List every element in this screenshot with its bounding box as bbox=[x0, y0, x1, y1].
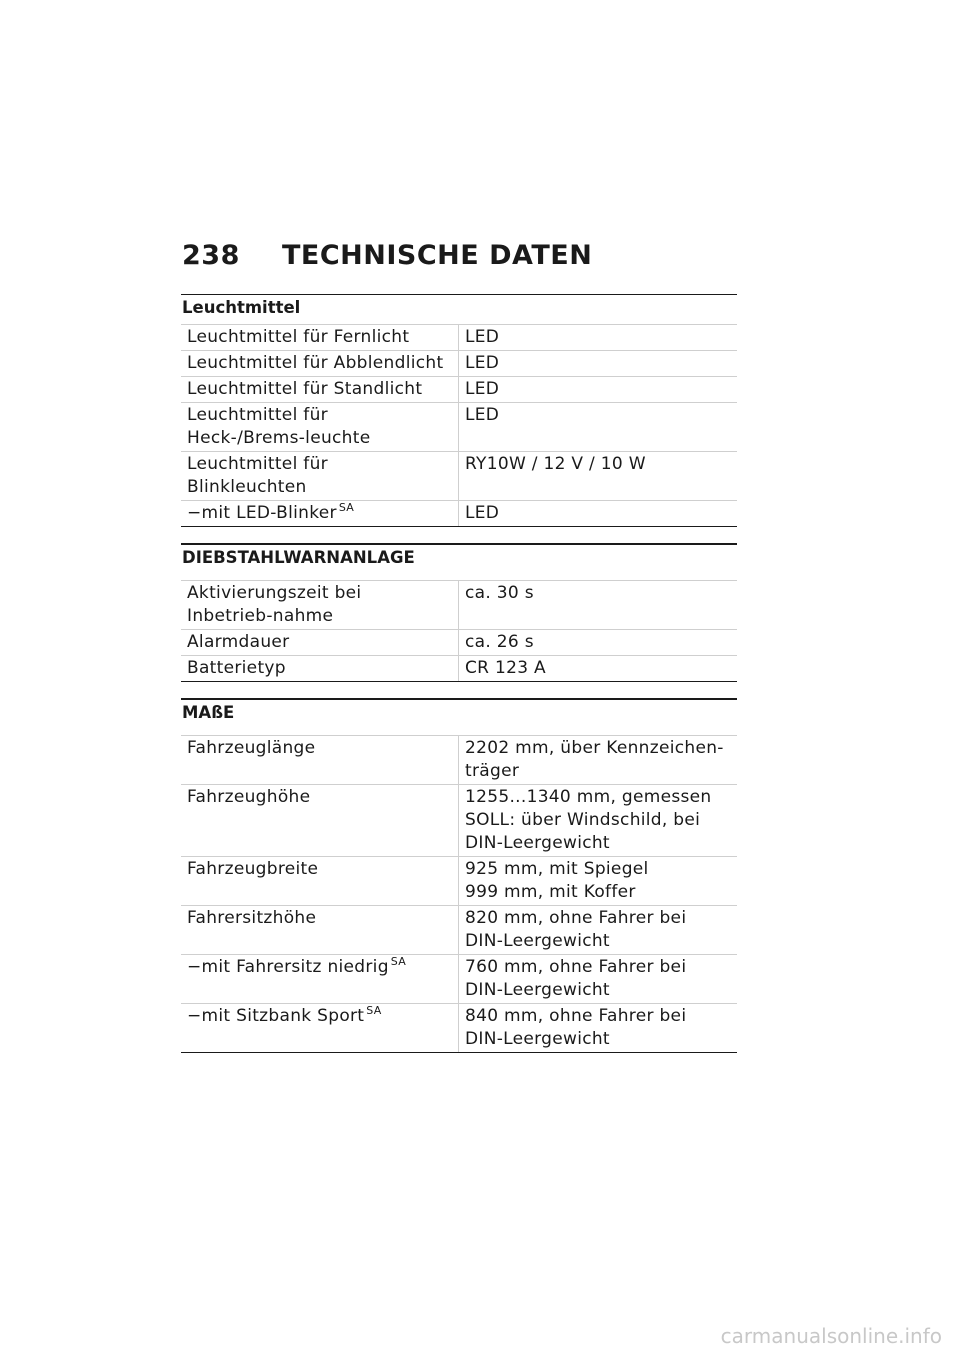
row-value: 840 mm, ohne Fahrer bei DIN-Leergewicht bbox=[465, 1006, 687, 1049]
row-value: LED bbox=[465, 503, 500, 523]
table-row bbox=[181, 656, 737, 682]
watermark-text: carmanualsonline.info bbox=[720, 1324, 942, 1348]
section-masse bbox=[181, 698, 737, 1053]
table-row bbox=[181, 785, 737, 857]
row-label: Alarmdauer bbox=[181, 630, 459, 655]
table-row bbox=[181, 736, 737, 785]
row-label-with-sup bbox=[181, 955, 459, 1003]
row-value: 820 mm, ohne Fahrer bei DIN-Leergewicht bbox=[465, 908, 687, 951]
spec-table bbox=[181, 324, 737, 527]
row-label: Leuchtmittel für Fernlicht bbox=[181, 325, 459, 350]
table-row bbox=[181, 955, 737, 1004]
row-value: LED bbox=[465, 327, 500, 347]
section-diebstahlwarnanlage bbox=[181, 543, 737, 682]
row-label: Fahrzeughöhe bbox=[181, 785, 459, 856]
row-label: Fahrzeugbreite bbox=[181, 857, 459, 905]
row-label: Leuchtmittel für Blinkleuchten bbox=[181, 452, 459, 500]
page-title: TECHNISCHE DATEN bbox=[282, 240, 593, 271]
row-label: Batterietyp bbox=[181, 656, 459, 681]
table-row bbox=[181, 581, 737, 630]
row-value: LED bbox=[465, 379, 500, 399]
table-row bbox=[181, 1004, 737, 1053]
row-value: LED bbox=[465, 405, 500, 425]
row-value: RY10W / 12 V / 10 W bbox=[465, 454, 646, 474]
row-label-with-sup bbox=[181, 501, 459, 526]
row-label-text: −mit Sitzbank Sport bbox=[187, 1006, 365, 1026]
row-value: 2202 mm, über Kennzeichen-träger bbox=[465, 738, 724, 781]
row-value: ca. 26 s bbox=[465, 632, 534, 652]
section-title: MAßE bbox=[181, 698, 737, 735]
row-value: ca. 30 s bbox=[465, 583, 534, 603]
row-label-text: −mit LED-Blinker bbox=[187, 503, 337, 523]
sa-superscript: SA bbox=[390, 955, 407, 969]
row-value: 1255...1340 mm, gemessen SOLL: über Windschild, bei DIN-Leergewicht bbox=[465, 787, 712, 853]
section-title: DIEBSTAHLWARNANLAGE bbox=[181, 543, 737, 580]
row-label-text: −mit Fahrersitz niedrig bbox=[187, 957, 389, 977]
table-row bbox=[181, 377, 737, 403]
table-row bbox=[181, 630, 737, 656]
spec-table bbox=[181, 735, 737, 1053]
row-label: Aktivierungszeit bei Inbetrieb-nahme bbox=[181, 581, 459, 629]
table-row bbox=[181, 857, 737, 906]
table-row bbox=[181, 325, 737, 351]
row-value: 925 mm, mit Spiegel 999 mm, mit Koffer bbox=[465, 859, 649, 902]
spec-table bbox=[181, 580, 737, 682]
row-label-with-sup bbox=[181, 1004, 459, 1052]
table-row bbox=[181, 452, 737, 501]
row-label: Leuchtmittel für Heck-/Brems-leuchte bbox=[181, 403, 459, 451]
row-label: Leuchtmittel für Abblendlicht bbox=[181, 351, 459, 376]
row-value: 760 mm, ohne Fahrer bei DIN-Leergewicht bbox=[465, 957, 687, 1000]
table-row bbox=[181, 501, 737, 527]
row-value: CR 123 A bbox=[465, 658, 546, 678]
sa-superscript: SA bbox=[366, 1004, 382, 1018]
section-leuchtmittel bbox=[181, 294, 737, 527]
row-label: Leuchtmittel für Standlicht bbox=[181, 377, 459, 402]
row-value: LED bbox=[465, 353, 500, 373]
table-row bbox=[181, 906, 737, 955]
spec-content bbox=[181, 294, 737, 1069]
table-row bbox=[181, 351, 737, 377]
table-row bbox=[181, 403, 737, 452]
page-header bbox=[182, 240, 592, 271]
row-label: Fahrzeuglänge bbox=[181, 736, 459, 784]
page-number: 238 bbox=[182, 240, 240, 271]
section-title: Leuchtmittel bbox=[181, 294, 737, 324]
sa-superscript: SA bbox=[338, 501, 355, 515]
row-label: Fahrersitzhöhe bbox=[181, 906, 459, 954]
